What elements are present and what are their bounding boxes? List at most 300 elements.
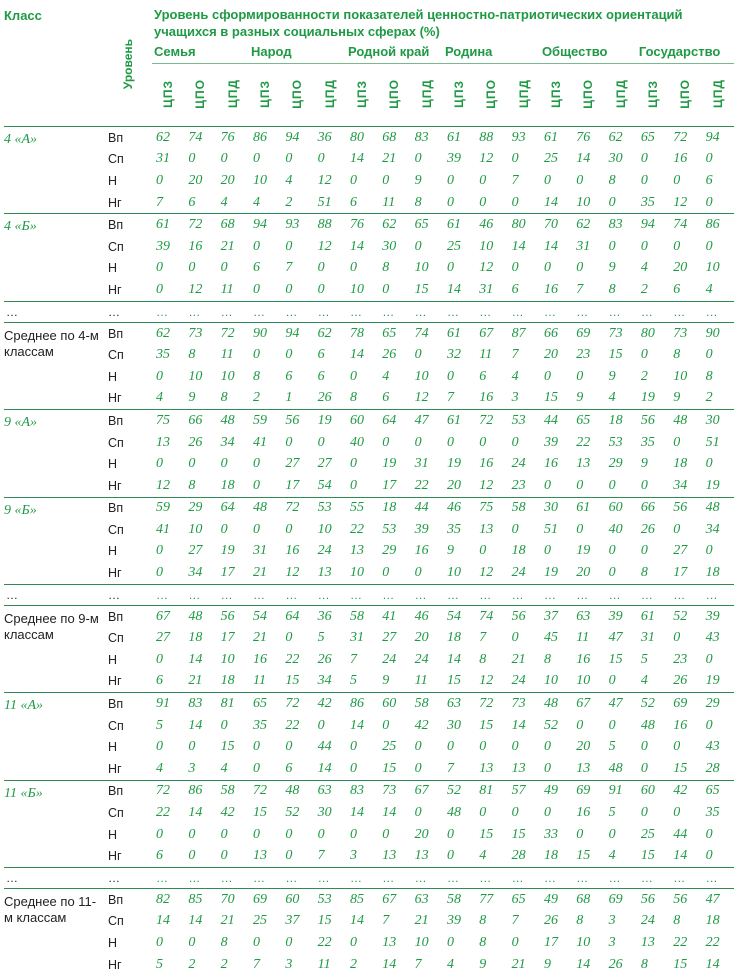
value-cell: 9 <box>475 954 507 975</box>
value-cell: 0 <box>572 170 604 192</box>
value-cell: 5 <box>152 954 184 975</box>
value-cell: 6 <box>378 388 410 410</box>
ellipsis-cell: … <box>281 301 313 322</box>
value-cell: 0 <box>572 366 604 388</box>
value-cell: 20 <box>443 475 475 497</box>
value-cell: 27 <box>314 453 346 475</box>
value-cell: 74 <box>411 322 443 344</box>
value-cell: 8 <box>637 954 669 975</box>
ellipsis-cell: … <box>104 584 152 605</box>
value-cell: 39 <box>152 236 184 258</box>
ellipsis-cell: … <box>378 868 410 889</box>
class-name: 9 «А» <box>4 410 104 497</box>
value-cell: 14 <box>508 236 540 258</box>
value-cell: 40 <box>605 519 637 541</box>
indicator-label: ЦПД <box>517 79 531 108</box>
value-cell: 14 <box>540 192 572 214</box>
value-cell: 0 <box>217 845 249 867</box>
value-cell: 39 <box>540 432 572 454</box>
value-cell: 76 <box>217 127 249 149</box>
value-cell: 45 <box>540 627 572 649</box>
value-cell: 4 <box>702 279 734 301</box>
value-cell: 8 <box>669 344 701 366</box>
value-cell: 83 <box>346 780 378 802</box>
value-cell: 1 <box>281 388 313 410</box>
value-cell: 23 <box>669 649 701 671</box>
value-cell: 14 <box>184 715 216 737</box>
value-cell: 74 <box>669 214 701 236</box>
value-cell: 15 <box>605 344 637 366</box>
indicator-label: ЦПЗ <box>549 80 563 108</box>
indicator-header <box>572 64 604 127</box>
value-cell: 39 <box>702 605 734 627</box>
table-row <box>4 845 734 867</box>
table-row <box>4 736 734 758</box>
value-cell: 4 <box>605 388 637 410</box>
value-cell: 27 <box>152 627 184 649</box>
value-cell: 62 <box>152 322 184 344</box>
level-label: Н <box>104 649 152 671</box>
value-cell: 0 <box>184 845 216 867</box>
table-row <box>4 149 734 171</box>
value-cell: 48 <box>669 410 701 432</box>
value-cell: 8 <box>346 388 378 410</box>
results-table <box>4 6 734 975</box>
value-cell: 21 <box>184 671 216 693</box>
value-cell: 5 <box>605 802 637 824</box>
value-cell: 0 <box>540 475 572 497</box>
value-cell: 12 <box>475 562 507 584</box>
ellipsis-cell: … <box>217 584 249 605</box>
value-cell: 7 <box>411 954 443 975</box>
value-cell: 9 <box>605 258 637 280</box>
value-cell: 26 <box>314 388 346 410</box>
table-row <box>4 693 734 715</box>
value-cell: 13 <box>508 758 540 780</box>
value-cell: 7 <box>314 845 346 867</box>
value-cell: 48 <box>443 802 475 824</box>
value-cell: 22 <box>669 932 701 954</box>
value-cell: 8 <box>184 475 216 497</box>
class-column-header: Класс <box>4 6 104 127</box>
value-cell: 80 <box>346 127 378 149</box>
class-name: Среднее по 4-м классам <box>4 322 104 409</box>
value-cell: 48 <box>540 693 572 715</box>
value-cell: 6 <box>152 845 184 867</box>
level-label: Вп <box>104 889 152 911</box>
ellipsis-cell: … <box>475 301 507 322</box>
value-cell: 80 <box>637 322 669 344</box>
value-cell: 14 <box>508 715 540 737</box>
value-cell: 18 <box>669 453 701 475</box>
value-cell: 22 <box>572 432 604 454</box>
value-cell: 37 <box>540 605 572 627</box>
value-cell: 10 <box>411 258 443 280</box>
value-cell: 29 <box>184 497 216 519</box>
indicator-header <box>637 64 669 127</box>
value-cell: 47 <box>702 889 734 911</box>
value-cell: 14 <box>152 911 184 933</box>
indicator-label: ЦПД <box>226 79 240 108</box>
value-cell: 51 <box>702 432 734 454</box>
value-cell: 0 <box>152 736 184 758</box>
value-cell: 47 <box>411 410 443 432</box>
value-cell: 0 <box>217 258 249 280</box>
value-cell: 29 <box>702 693 734 715</box>
table-row <box>4 780 734 802</box>
value-cell: 21 <box>217 236 249 258</box>
value-cell: 26 <box>378 344 410 366</box>
value-cell: 56 <box>637 889 669 911</box>
value-cell: 0 <box>669 170 701 192</box>
value-cell: 48 <box>702 497 734 519</box>
value-cell: 62 <box>378 214 410 236</box>
value-cell: 0 <box>249 344 281 366</box>
value-cell: 61 <box>443 127 475 149</box>
value-cell: 0 <box>540 541 572 563</box>
table-row <box>4 824 734 846</box>
table-row <box>4 344 734 366</box>
value-cell: 16 <box>669 715 701 737</box>
value-cell: 14 <box>346 149 378 171</box>
value-cell: 16 <box>249 649 281 671</box>
level-label: Сп <box>104 432 152 454</box>
value-cell: 6 <box>152 671 184 693</box>
ellipsis-cell: … <box>152 301 184 322</box>
value-cell: 12 <box>475 671 507 693</box>
value-cell: 0 <box>184 736 216 758</box>
level-label: Сп <box>104 149 152 171</box>
value-cell: 0 <box>637 802 669 824</box>
value-cell: 15 <box>572 845 604 867</box>
value-cell: 73 <box>508 693 540 715</box>
value-cell: 48 <box>637 715 669 737</box>
value-cell: 18 <box>184 627 216 649</box>
indicator-label: ЦПД <box>420 79 434 108</box>
value-cell: 0 <box>184 258 216 280</box>
value-cell: 0 <box>281 432 313 454</box>
value-cell: 11 <box>572 627 604 649</box>
sphere-header: Семья <box>152 40 249 64</box>
value-cell: 40 <box>346 432 378 454</box>
value-cell: 58 <box>217 780 249 802</box>
value-cell: 82 <box>152 889 184 911</box>
value-cell: 72 <box>152 780 184 802</box>
value-cell: 26 <box>540 911 572 933</box>
value-cell: 13 <box>152 432 184 454</box>
value-cell: 60 <box>346 410 378 432</box>
value-cell: 67 <box>475 322 507 344</box>
indicator-header <box>152 64 184 127</box>
value-cell: 0 <box>443 170 475 192</box>
value-cell: 0 <box>443 366 475 388</box>
value-cell: 60 <box>378 693 410 715</box>
value-cell: 15 <box>249 802 281 824</box>
value-cell: 73 <box>378 780 410 802</box>
table-row <box>4 649 734 671</box>
value-cell: 26 <box>605 954 637 975</box>
value-cell: 86 <box>249 127 281 149</box>
table-row <box>4 258 734 280</box>
value-cell: 0 <box>443 824 475 846</box>
value-cell: 0 <box>669 236 701 258</box>
value-cell: 0 <box>702 715 734 737</box>
value-cell: 36 <box>314 605 346 627</box>
value-cell: 26 <box>184 432 216 454</box>
value-cell: 5 <box>637 649 669 671</box>
table-row <box>4 366 734 388</box>
value-cell: 0 <box>314 824 346 846</box>
value-cell: 61 <box>443 322 475 344</box>
value-cell: 14 <box>572 954 604 975</box>
value-cell: 6 <box>669 279 701 301</box>
value-cell: 0 <box>443 258 475 280</box>
value-cell: 7 <box>508 911 540 933</box>
value-cell: 0 <box>637 475 669 497</box>
value-cell: 72 <box>217 322 249 344</box>
value-cell: 27 <box>378 627 410 649</box>
value-cell: 14 <box>378 802 410 824</box>
level-label: Вп <box>104 322 152 344</box>
value-cell: 8 <box>411 192 443 214</box>
value-cell: 0 <box>378 279 410 301</box>
ellipsis-cell: … <box>540 301 572 322</box>
value-cell: 0 <box>346 932 378 954</box>
class-name: 4 «Б» <box>4 214 104 301</box>
value-cell: 0 <box>605 824 637 846</box>
value-cell: 10 <box>540 671 572 693</box>
value-cell: 15 <box>411 279 443 301</box>
value-cell: 20 <box>217 170 249 192</box>
indicator-header <box>605 64 637 127</box>
indicator-header <box>669 64 701 127</box>
value-cell: 8 <box>605 170 637 192</box>
table-row <box>4 388 734 410</box>
value-cell: 36 <box>314 127 346 149</box>
value-cell: 34 <box>314 671 346 693</box>
value-cell: 31 <box>475 279 507 301</box>
value-cell: 65 <box>572 410 604 432</box>
value-cell: 9 <box>669 388 701 410</box>
value-cell: 7 <box>443 388 475 410</box>
value-cell: 18 <box>378 497 410 519</box>
ellipsis-cell: … <box>4 301 104 322</box>
level-label: Сп <box>104 715 152 737</box>
level-label: Нг <box>104 475 152 497</box>
ellipsis-cell: … <box>346 868 378 889</box>
value-cell: 0 <box>346 736 378 758</box>
value-cell: 0 <box>508 519 540 541</box>
value-cell: 0 <box>702 824 734 846</box>
value-cell: 72 <box>281 693 313 715</box>
value-cell: 64 <box>378 410 410 432</box>
ellipsis-cell: … <box>346 584 378 605</box>
value-cell: 14 <box>378 954 410 975</box>
value-cell: 62 <box>572 214 604 236</box>
value-cell: 4 <box>508 366 540 388</box>
value-cell: 0 <box>702 541 734 563</box>
value-cell: 0 <box>637 541 669 563</box>
value-cell: 0 <box>702 149 734 171</box>
value-cell: 4 <box>443 954 475 975</box>
value-cell: 15 <box>475 715 507 737</box>
value-cell: 0 <box>378 715 410 737</box>
value-cell: 14 <box>572 149 604 171</box>
value-cell: 0 <box>249 824 281 846</box>
value-cell: 56 <box>281 410 313 432</box>
value-cell: 46 <box>475 214 507 236</box>
value-cell: 0 <box>508 149 540 171</box>
value-cell: 21 <box>411 911 443 933</box>
value-cell: 24 <box>508 562 540 584</box>
value-cell: 0 <box>249 279 281 301</box>
value-cell: 83 <box>184 693 216 715</box>
value-cell: 58 <box>508 497 540 519</box>
value-cell: 10 <box>572 192 604 214</box>
value-cell: 0 <box>572 475 604 497</box>
value-cell: 27 <box>669 541 701 563</box>
value-cell: 56 <box>669 889 701 911</box>
value-cell: 61 <box>152 214 184 236</box>
value-cell: 52 <box>669 605 701 627</box>
indicator-label: ЦПО <box>484 79 498 109</box>
value-cell: 54 <box>443 605 475 627</box>
value-cell: 17 <box>217 627 249 649</box>
indicator-label: ЦПЗ <box>258 80 272 108</box>
value-cell: 67 <box>152 605 184 627</box>
value-cell: 13 <box>411 845 443 867</box>
ellipsis-cell: … <box>669 868 701 889</box>
table-row <box>4 932 734 954</box>
value-cell: 13 <box>637 932 669 954</box>
level-label: Нг <box>104 562 152 584</box>
value-cell: 52 <box>637 693 669 715</box>
value-cell: 0 <box>217 453 249 475</box>
value-cell: 8 <box>540 649 572 671</box>
value-cell: 25 <box>249 911 281 933</box>
value-cell: 61 <box>540 127 572 149</box>
value-cell: 15 <box>605 649 637 671</box>
ellipsis-cell: … <box>4 868 104 889</box>
value-cell: 16 <box>540 453 572 475</box>
value-cell: 55 <box>346 497 378 519</box>
value-cell: 0 <box>443 932 475 954</box>
value-cell: 7 <box>152 192 184 214</box>
value-cell: 0 <box>669 519 701 541</box>
value-cell: 0 <box>346 366 378 388</box>
value-cell: 35 <box>637 192 669 214</box>
value-cell: 30 <box>702 410 734 432</box>
ellipsis-cell: … <box>702 868 734 889</box>
value-cell: 52 <box>281 802 313 824</box>
value-cell: 0 <box>572 519 604 541</box>
indicator-header <box>475 64 507 127</box>
value-cell: 72 <box>475 693 507 715</box>
ellipsis-cell: … <box>572 584 604 605</box>
value-cell: 25 <box>540 149 572 171</box>
value-cell: 0 <box>605 671 637 693</box>
table-row <box>4 453 734 475</box>
ellipsis-cell: … <box>702 301 734 322</box>
value-cell: 83 <box>411 127 443 149</box>
value-cell: 66 <box>637 497 669 519</box>
value-cell: 53 <box>314 497 346 519</box>
value-cell: 70 <box>540 214 572 236</box>
value-cell: 0 <box>314 149 346 171</box>
value-cell: 2 <box>249 388 281 410</box>
value-cell: 67 <box>572 693 604 715</box>
value-cell: 0 <box>346 170 378 192</box>
table-row <box>4 627 734 649</box>
table-row <box>4 192 734 214</box>
ellipsis-cell: … <box>184 301 216 322</box>
value-cell: 20 <box>411 627 443 649</box>
value-cell: 65 <box>411 214 443 236</box>
level-label: Сп <box>104 911 152 933</box>
ellipsis-cell: … <box>152 868 184 889</box>
value-cell: 19 <box>702 671 734 693</box>
level-label: Сп <box>104 236 152 258</box>
value-cell: 23 <box>508 475 540 497</box>
value-cell: 19 <box>637 388 669 410</box>
ellipsis-row <box>4 584 734 605</box>
indicator-header <box>281 64 313 127</box>
ellipsis-cell: … <box>475 584 507 605</box>
value-cell: 21 <box>508 954 540 975</box>
value-cell: 0 <box>540 170 572 192</box>
value-cell: 0 <box>443 845 475 867</box>
class-name: 11 «А» <box>4 693 104 780</box>
value-cell: 64 <box>281 605 313 627</box>
value-cell: 4 <box>217 758 249 780</box>
value-cell: 0 <box>572 824 604 846</box>
value-cell: 6 <box>281 366 313 388</box>
value-cell: 12 <box>184 279 216 301</box>
value-cell: 48 <box>217 410 249 432</box>
value-cell: 3 <box>346 845 378 867</box>
value-cell: 0 <box>249 453 281 475</box>
value-cell: 13 <box>572 758 604 780</box>
value-cell: 10 <box>249 170 281 192</box>
value-cell: 53 <box>378 519 410 541</box>
value-cell: 59 <box>152 497 184 519</box>
value-cell: 25 <box>637 824 669 846</box>
table-row <box>4 127 734 149</box>
indicator-header <box>411 64 443 127</box>
level-label: Вп <box>104 214 152 236</box>
indicator-header <box>508 64 540 127</box>
value-cell: 24 <box>411 649 443 671</box>
value-cell: 2 <box>702 388 734 410</box>
value-cell: 88 <box>314 214 346 236</box>
value-cell: 6 <box>314 344 346 366</box>
value-cell: 54 <box>314 475 346 497</box>
value-cell: 30 <box>378 236 410 258</box>
level-column-header <box>104 6 152 127</box>
ellipsis-cell: … <box>475 868 507 889</box>
value-cell: 6 <box>314 366 346 388</box>
value-cell: 0 <box>508 627 540 649</box>
table-row <box>4 322 734 344</box>
value-cell: 0 <box>249 519 281 541</box>
value-cell: 44 <box>669 824 701 846</box>
value-cell: 31 <box>346 627 378 649</box>
value-cell: 34 <box>669 475 701 497</box>
value-cell: 0 <box>637 758 669 780</box>
value-cell: 8 <box>217 932 249 954</box>
value-cell: 0 <box>669 432 701 454</box>
ellipsis-cell: … <box>152 584 184 605</box>
